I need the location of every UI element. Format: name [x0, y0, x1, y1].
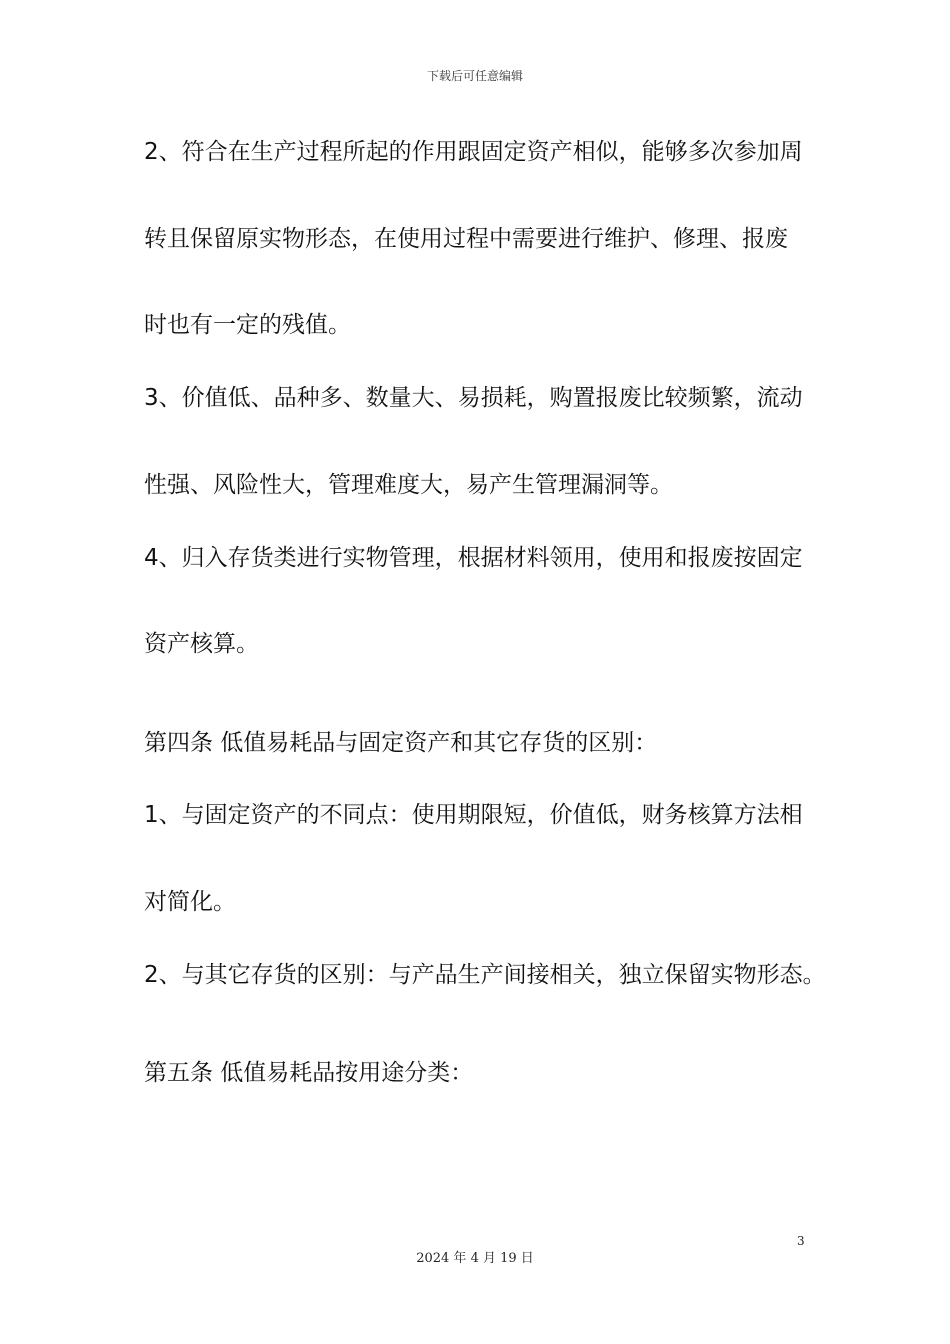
body-text-line: 2、符合在生产过程所起的作用跟固定资产相似，能够多次参加周 — [144, 139, 803, 165]
section-heading: 第五条 低值易耗品按用途分类： — [144, 1060, 474, 1086]
body-text-line: 3、价值低、品种多、数量大、易损耗，购置报废比较频繁，流动 — [144, 385, 803, 411]
body-text-line: 资产核算。 — [144, 631, 259, 657]
body-text-line: 2、与其它存货的区别：与产品生产间接相关，独立保留实物形态。 — [144, 962, 826, 988]
body-text-line: 时也有一定的残值。 — [144, 312, 351, 338]
body-text-line: 4、归入存货类进行实物管理，根据材料领用，使用和报废按固定 — [144, 545, 803, 571]
body-text-line: 对简化。 — [144, 889, 236, 915]
body-text-line: 1、与固定资产的不同点：使用期限短，价值低，财务核算方法相 — [144, 802, 803, 828]
page-number: 3 — [797, 1234, 805, 1248]
body-text-line: 性强、风险性大，管理难度大，易产生管理漏洞等。 — [144, 472, 673, 498]
section-heading: 第四条 低值易耗品与固定资产和其它存货的区别： — [144, 730, 658, 756]
page-header: 下载后可任意编辑 — [426, 69, 523, 83]
footer-date: 2024 年 4 月 19 日 — [416, 1251, 534, 1266]
body-text-line: 转且保留原实物形态，在使用过程中需要进行维护、修理、报废 — [144, 226, 788, 252]
